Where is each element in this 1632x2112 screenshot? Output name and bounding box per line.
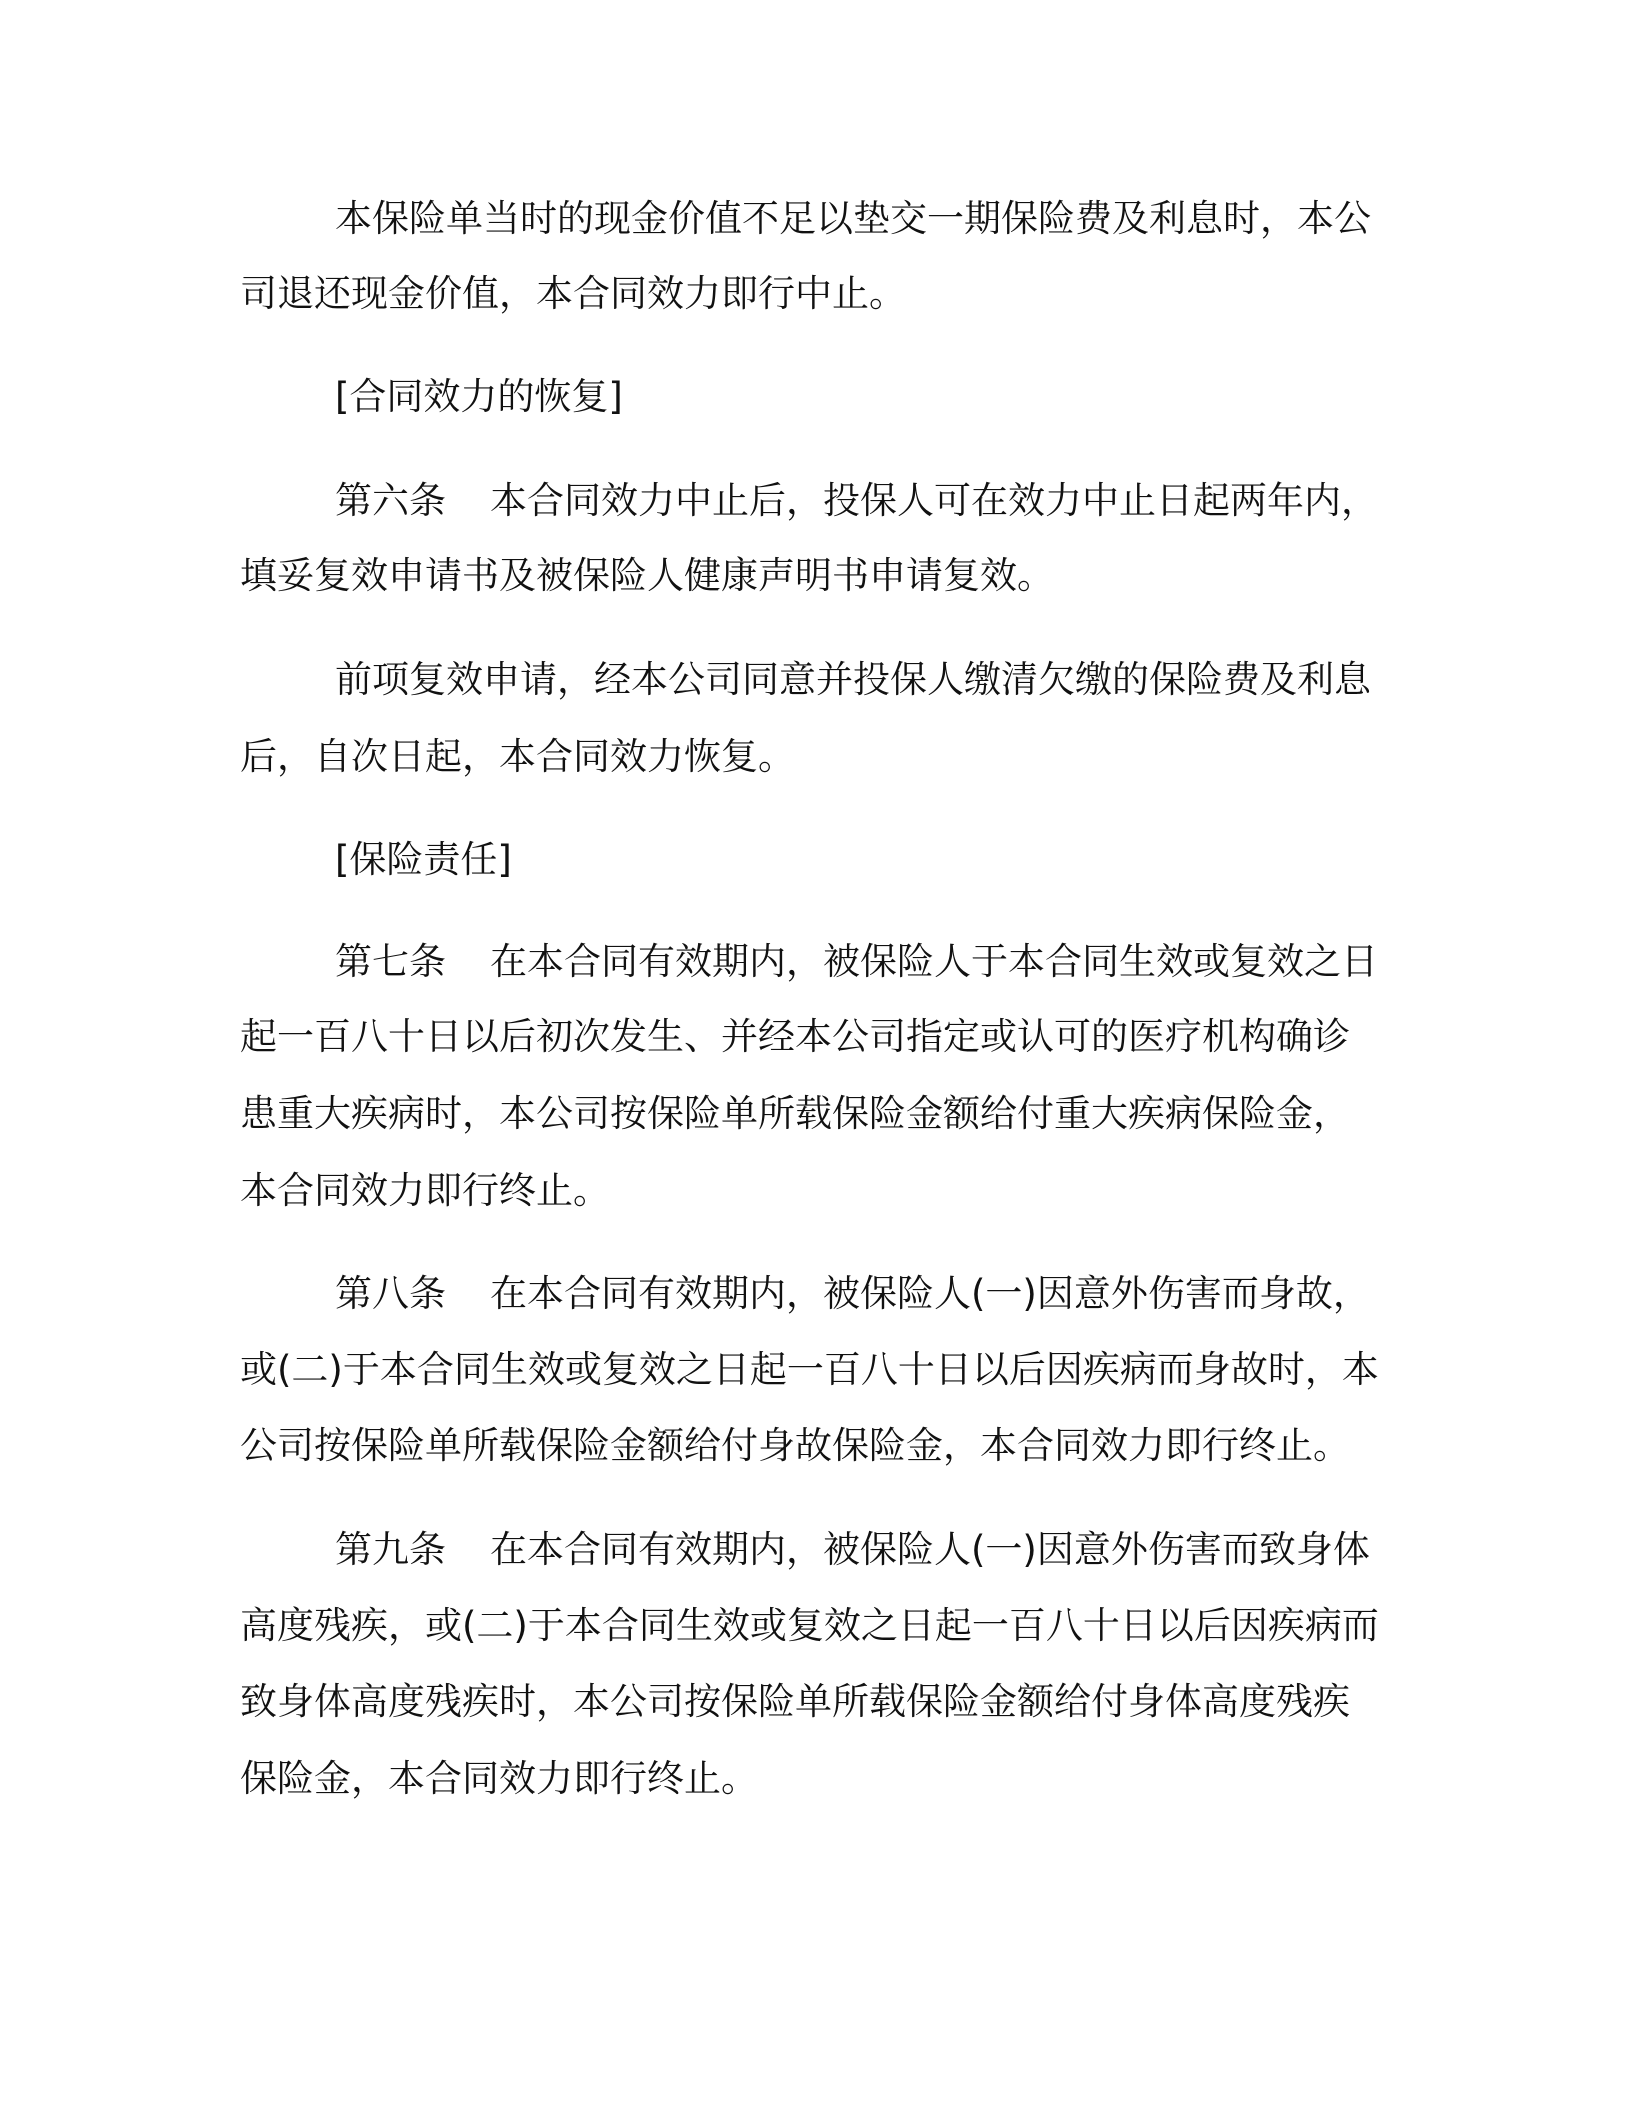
section-heading-reinstatement: [合同效力的恢复] (335, 375, 623, 418)
article-7-number: 第七条 (335, 940, 446, 983)
article-9-number: 第九条 (335, 1528, 446, 1571)
article-7-line-4: 本合同效力即行终止。 (240, 1169, 610, 1212)
article-8-text-1: 在本合同有效期内，被保险人(一)因意外伤害而身故， (490, 1272, 1370, 1315)
article-9-text-1: 在本合同有效期内，被保险人(一)因意外伤害而致身体 (490, 1528, 1370, 1571)
article-8-line-1 (335, 1272, 1370, 1315)
article-9-line-3: 致身体高度残疾时，本公司按保险单所载保险金额给付身体高度残疾 (240, 1680, 1350, 1723)
article-9-line-1 (335, 1528, 1370, 1571)
article-6-line-2: 填妥复效申请书及被保险人健康声明书申请复效。 (240, 554, 1054, 597)
article-7-text-1: 在本合同有效期内，被保险人于本合同生效或复效之日 (490, 940, 1378, 983)
paragraph-cash-value-line-1: 本保险单当时的现金价值不足以垫交一期保险费及利息时，本公 (335, 197, 1371, 240)
article-6-text-1: 本合同效力中止后，投保人可在效力中止日起两年内， (490, 479, 1378, 522)
article-9-line-2: 高度残疾，或(二)于本合同生效或复效之日起一百八十日以后因疾病而 (240, 1604, 1379, 1647)
article-6-number: 第六条 (335, 479, 446, 522)
paragraph-reinstatement-line-1: 前项复效申请，经本公司同意并投保人缴清欠缴的保险费及利息 (335, 658, 1371, 701)
article-8-line-2: 或(二)于本合同生效或复效之日起一百八十日以后因疾病而身故时，本 (240, 1348, 1379, 1391)
article-7-line-2: 起一百八十日以后初次发生、并经本公司指定或认可的医疗机构确诊 (240, 1015, 1350, 1058)
article-8-number: 第八条 (335, 1272, 446, 1315)
article-7-line-3: 患重大疾病时，本公司按保险单所载保险金额给付重大疾病保险金， (240, 1092, 1350, 1135)
article-6-line-1 (335, 479, 1378, 522)
paragraph-cash-value-line-2: 司退还现金价值，本合同效力即行中止。 (240, 272, 906, 315)
paragraph-reinstatement-line-2: 后，自次日起，本合同效力恢复。 (240, 735, 795, 778)
article-7-line-1 (335, 940, 1378, 983)
section-heading-coverage: [保险责任] (335, 838, 512, 881)
article-8-line-3: 公司按保险单所载保险金额给付身故保险金，本合同效力即行终止。 (240, 1424, 1350, 1467)
article-9-line-4: 保险金，本合同效力即行终止。 (240, 1757, 758, 1800)
